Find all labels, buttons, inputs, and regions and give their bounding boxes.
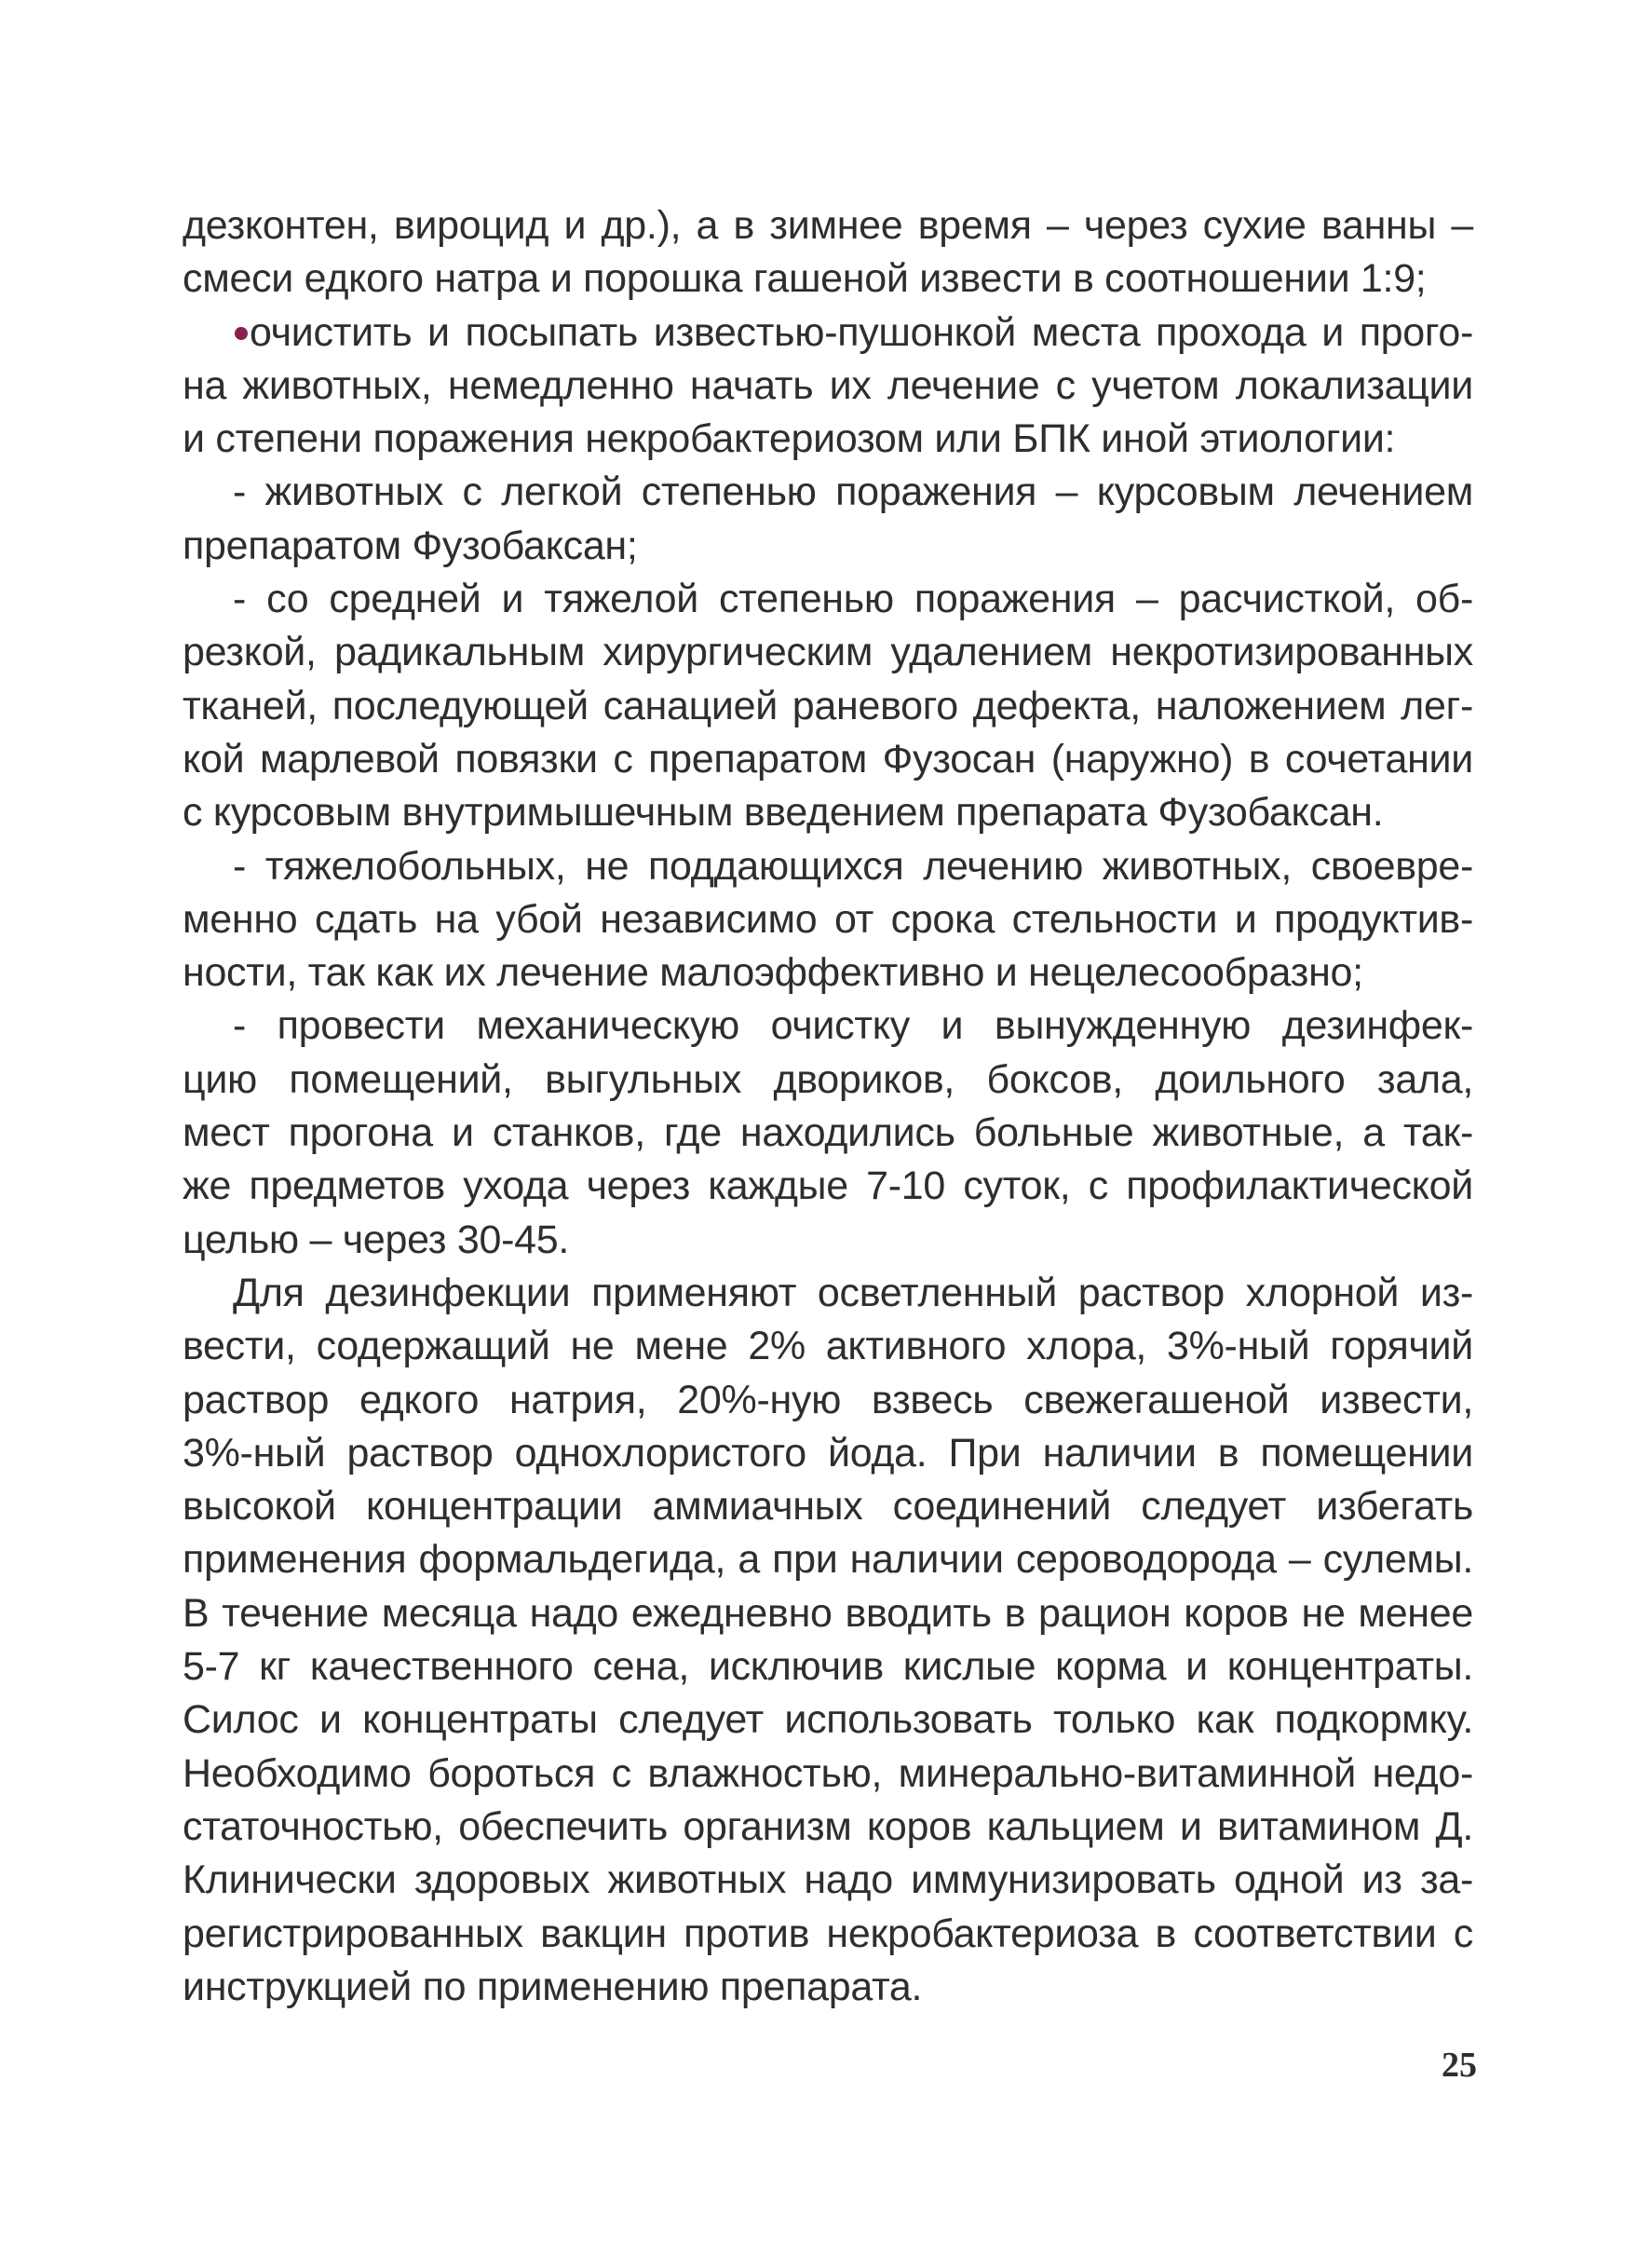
text-line: 5-7 кг качественного сена, исключив кислые корма и концентраты. — [183, 1644, 1473, 1690]
text-line: Силос и концентраты следует использовать только как подкормку. — [183, 1697, 1473, 1743]
text-line: - со средней и тяжелой степенью поражения – расчисткой, об- — [233, 577, 1473, 622]
text-line: смеси едкого натра и порошка гашеной извести в соотношении 1:9; — [183, 256, 1427, 302]
text-line: Для дезинфекции применяют осветленный раствор хлорной из- — [233, 1270, 1473, 1315]
text-line: цию помещений, выгульных двориков, боксов, доильного зала, — [183, 1056, 1473, 1102]
bullet-icon — [235, 327, 248, 340]
text-line: на животных, немедленно начать их лечение с учетом локализации — [183, 362, 1473, 408]
text-line: - тяжелобольных, не поддающихся лечению животных, своевре- — [233, 843, 1473, 889]
text-line: Клинически здоровых животных надо иммунизировать одной из за- — [183, 1857, 1473, 1903]
text-line: вести, содержащий не мене 2% активного хлора, 3%-ный горячий — [183, 1324, 1473, 1369]
text-line: с курсовым внутримышечным введением препарата Фузобаксан. — [183, 790, 1384, 836]
text-line: менно сдать на убой независимо от срока стельности и продуктив- — [183, 896, 1473, 942]
text-line: регистрированных вакцин против некробактериоза в соответствии с — [183, 1911, 1473, 1956]
bullet-list-item — [183, 306, 1473, 360]
page-body-text — [183, 199, 1473, 2014]
text-line: - провести механическую очистку и вынужденную дезинфек- — [233, 1003, 1473, 1049]
text-line: 3%-ный раствор однохлористого йода. При наличии в помещении — [183, 1430, 1473, 1476]
text-line: - животных с легкой степенью поражения – курсовым лечением — [233, 469, 1473, 515]
text-line: ности, так как их лечение малоэффективно и нецелесообразно; — [183, 950, 1363, 996]
text-line: препаратом Фузобаксан; — [183, 523, 638, 568]
text-line: тканей, последующей санацией раневого дефекта, наложением лег- — [183, 683, 1473, 728]
text-line: статочностью, обеспечить организм коров кальцием и витамином Д. — [183, 1803, 1473, 1849]
text-line: мест прогона и станков, где находились больные животные, а так- — [183, 1110, 1473, 1156]
page-number: 25 — [1442, 2046, 1477, 2085]
text-line: применения формальдегида, а при наличии сероводорода – сулемы. — [183, 1537, 1473, 1583]
text-line: дезконтен, вироцид и др.), а в зимнее время – через сухие ванны – — [183, 203, 1473, 248]
text-line: же предметов ухода через каждые 7-10 суток, с профилактической — [183, 1163, 1473, 1209]
text-line: инструкцией по применению препарата. — [183, 1964, 923, 2009]
text-line: кой марлевой повязки с препаратом Фузосан (наружно) в сочетании — [183, 736, 1473, 782]
text-line: Необходимо бороться с влажностью, минерально-витаминной недо- — [183, 1750, 1473, 1796]
text-line: В течение месяца надо ежедневно вводить в рацион коров не менее — [183, 1590, 1473, 1636]
text-line: раствор едкого натрия, 20%-ную взвесь свежегашеной извести, — [183, 1377, 1473, 1422]
text-line: резкой, радикальным хирургическим удалением некротизированных — [183, 630, 1473, 675]
text-line: высокой концентрации аммиачных соединений следует избегать — [183, 1484, 1473, 1530]
text-line: целью – через 30-45. — [183, 1217, 569, 1262]
text-line: и степени поражения некробактериозом или БПК иной этиологии: — [183, 416, 1396, 462]
text-line: очистить и посыпать известью-пушонкой места прохода и прого- — [250, 309, 1473, 355]
